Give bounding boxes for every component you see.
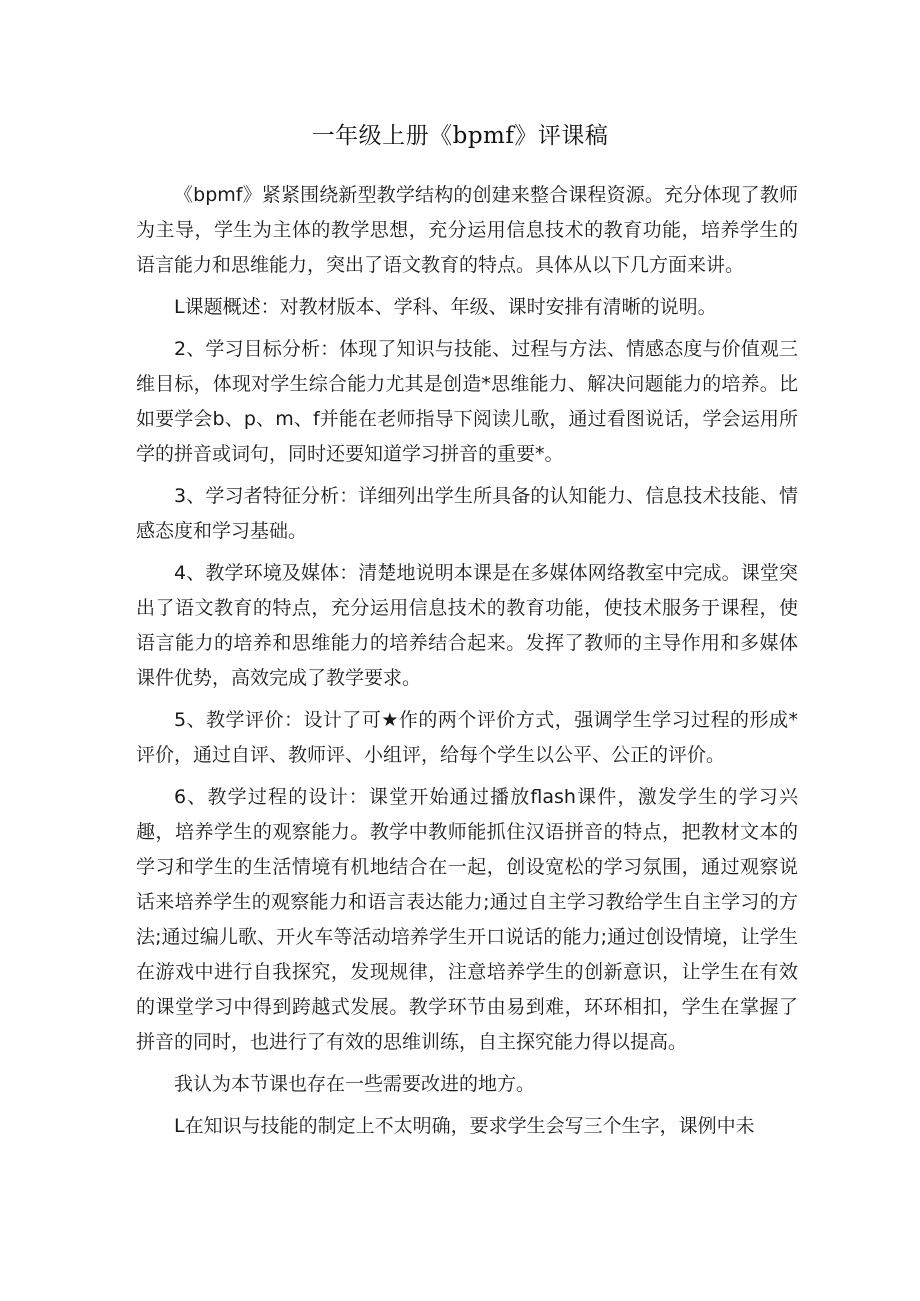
paragraph-process-design: 6、教学过程的设计：课堂开始通过播放flash课件，激发学生的学习兴趣，培养学生的观察能力。教学中教师能抓住汉语拼音的特点，把教材文本的学习和学生的生活情境有机地结合在一起，创设宽松的学习氛围，通过观察说话来培养学生的观察能力和语言表达能力;通过自主学习教给学生自主学习的方法;通过编儿歌、开火车等活动培养学生开口说话的能力;通过创设情境，让学生在游戏中进行自我探究，发现规律，注意培养学生的创新意识，让学生在有效的课堂学习中得到跨越式发展。教学环节由易到难，环环相扣，学生在掌握了拼音的同时，也进行了有效的思维训练，自主探究能力得以提高。 — [136, 786, 798, 1053]
paragraph-improvement-intro: 我认为本节课也存在一些需要改进的地方。 — [174, 1073, 536, 1095]
paragraph-topic-overview: L课题概述：对教材版本、学科、年级、课时安排有清晰的说明。 — [174, 296, 717, 318]
paragraph-environment-media: 4、教学环境及媒体：清楚地说明本课是在多媒体网络教室中完成。课堂突出了语文教育的特点，充分运用信息技术的教育功能，使技术服务于课程，使语言能力的培养和思维能力的培养结合起来。发挥了教师的主导作用和多媒体课件优势，高效完成了教学要求。 — [136, 562, 798, 689]
document-title: 一年级上册《bpmf》评课稿 — [311, 123, 609, 149]
paragraph-learning-goals: 2、学习目标分析：体现了知识与技能、过程与方法、情感态度与价值观三维目标，体现对学生综合能力尤其是创造*思维能力、解决问题能力的培养。比如要学会b、p、m、f并能在老师指导下阅读儿歌，通过看图说话，学会运用所学的拼音或词句，同时还要知道学习拼音的重要*。 — [136, 338, 798, 465]
paragraph-improvement-1: L在知识与技能的制定上不太明确，要求学生会写三个生字，课例中未 — [174, 1115, 755, 1137]
paragraph-learner-analysis: 3、学习者特征分析：详细列出学生所具备的认知能力、信息技术技能、情感态度和学习基础。 — [136, 485, 798, 542]
paragraph-evaluation: 5、教学评价：设计了可★作的两个评价方式，强调学生学习过程的形成*评价，通过自评、教师评、小组评，给每个学生以公平、公正的评价。 — [136, 709, 798, 766]
paragraph-intro: 《bpmf》紧紧围绕新型教学结构的创建来整合课程资源。充分体现了教师为主导，学生为主体的教学思想，充分运用信息技术的教育功能，培养学生的语言能力和思维能力，突出了语文教育的特点。具体从以下几方面来讲。 — [136, 184, 798, 276]
document-body — [136, 178, 798, 1151]
